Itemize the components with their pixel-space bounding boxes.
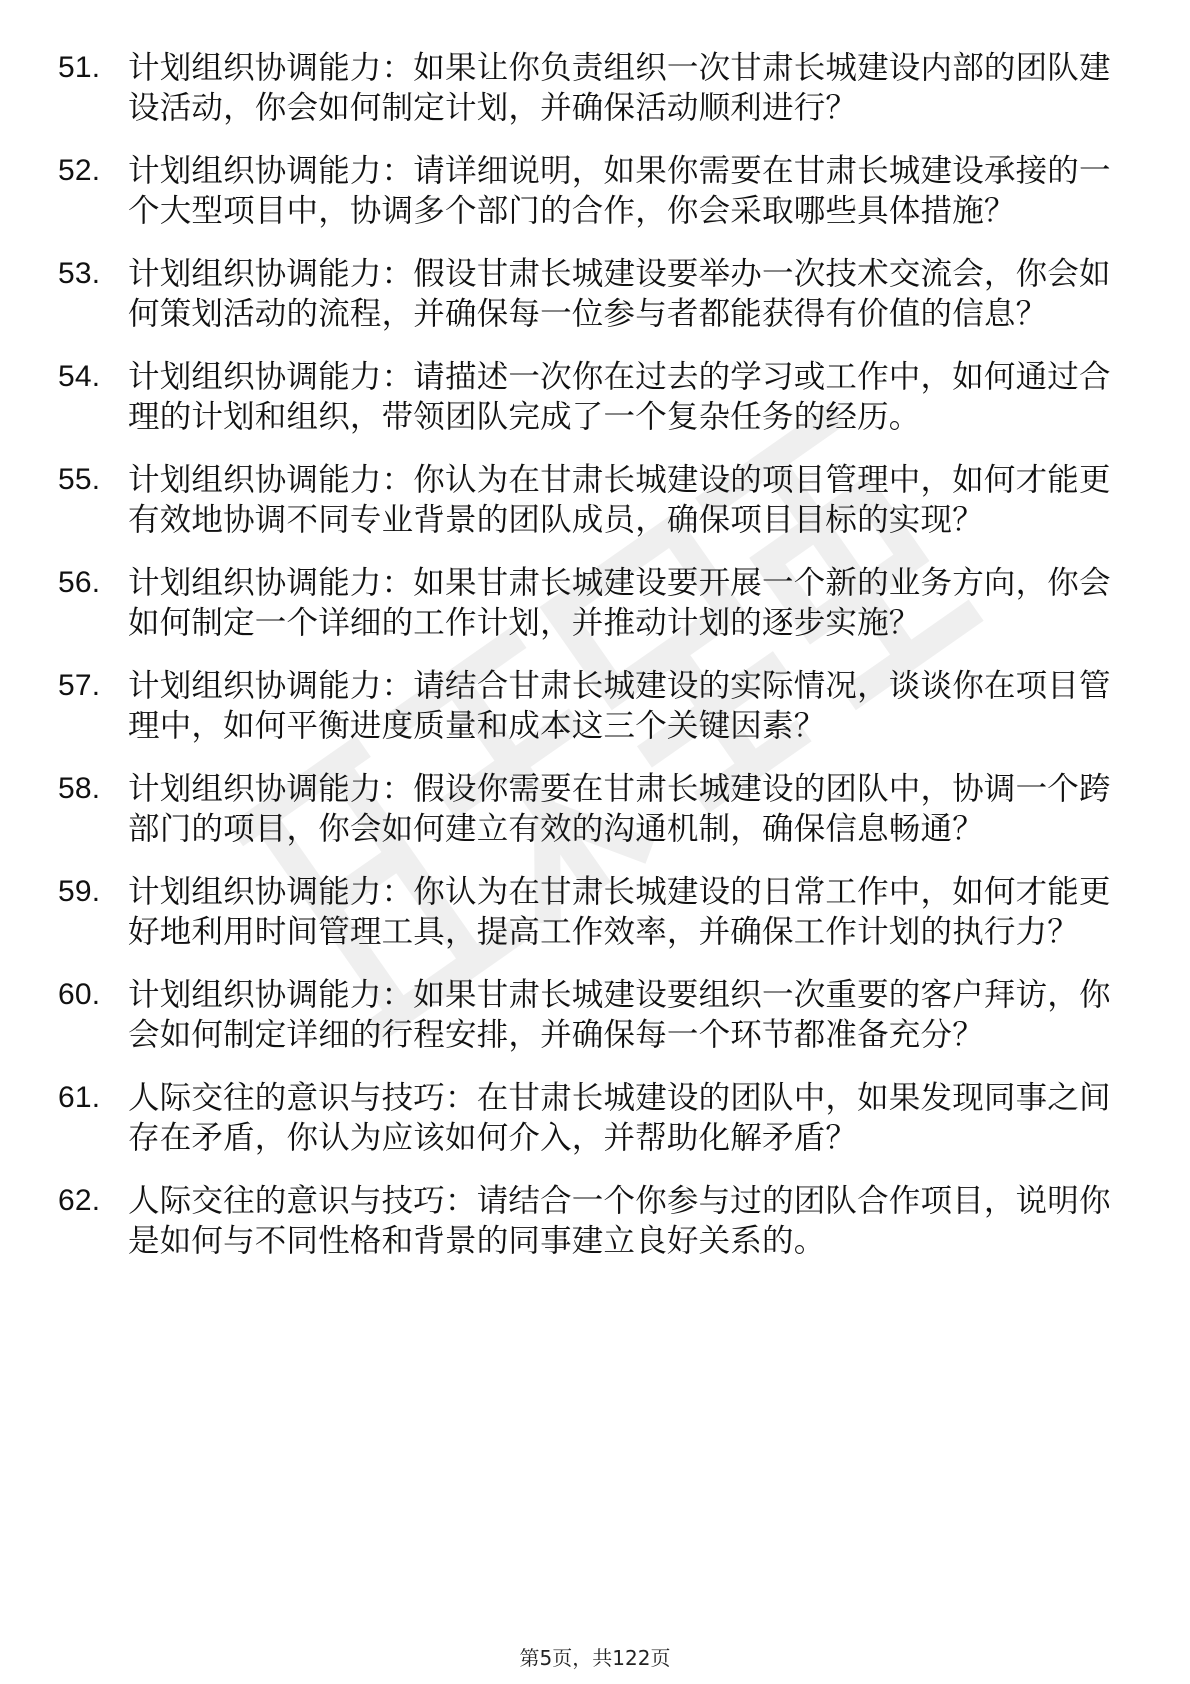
question-number: 54. xyxy=(58,360,101,393)
question-item xyxy=(58,151,1128,231)
question-item xyxy=(58,254,1128,334)
question-list xyxy=(58,48,1128,1284)
question-number: 52. xyxy=(58,154,101,187)
question-item xyxy=(58,975,1128,1055)
question-item xyxy=(58,460,1128,540)
question-text: 计划组织协调能力：请详细说明，如果你需要在甘肃长城建设承接的一个大型项目中，协调多个部门的合作，你会采取哪些具体措施？ xyxy=(128,153,1111,229)
page-footer: 第5页，共122页 xyxy=(519,1646,671,1670)
question-text: 计划组织协调能力：如果甘肃长城建设要开展一个新的业务方向，你会如何制定一个详细的工作计划，并推动计划的逐步实施？ xyxy=(128,565,1111,641)
question-number: 58. xyxy=(58,772,101,805)
question-number: 60. xyxy=(58,978,101,1011)
question-text: 计划组织协调能力：如果让你负责组织一次甘肃长城建设内部的团队建设活动，你会如何制定计划，并确保活动顺利进行？ xyxy=(128,50,1111,126)
question-item xyxy=(58,666,1128,746)
question-item xyxy=(58,872,1128,952)
question-text: 计划组织协调能力：你认为在甘肃长城建设的项目管理中，如何才能更有效地协调不同专业背景的团队成员，确保项目目标的实现？ xyxy=(128,462,1111,538)
question-item xyxy=(58,563,1128,643)
question-number: 51. xyxy=(58,51,101,84)
question-item xyxy=(58,1078,1128,1158)
question-text: 计划组织协调能力：你认为在甘肃长城建设的日常工作中，如何才能更好地利用时间管理工具，提高工作效率，并确保工作计划的执行力？ xyxy=(128,874,1111,950)
question-item xyxy=(58,357,1128,437)
question-text: 计划组织协调能力：如果甘肃长城建设要组织一次重要的客户拜访，你会如何制定详细的行程安排，并确保每一个环节都准备充分？ xyxy=(128,977,1111,1053)
question-item xyxy=(58,1181,1128,1261)
question-number: 56. xyxy=(58,566,101,599)
question-text: 计划组织协调能力：请描述一次你在过去的学习或工作中，如何通过合理的计划和组织，带领团队完成了一个复杂任务的经历。 xyxy=(128,359,1111,435)
question-text: 人际交往的意识与技巧：请结合一个你参与过的团队合作项目，说明你是如何与不同性格和背景的同事建立良好关系的。 xyxy=(128,1183,1111,1259)
question-item xyxy=(58,769,1128,849)
question-text: 计划组织协调能力：假设甘肃长城建设要举办一次技术交流会，你会如何策划活动的流程，并确保每一位参与者都能获得有价值的信息？ xyxy=(128,256,1111,332)
question-text: 计划组织协调能力：请结合甘肃长城建设的实际情况，谈谈你在项目管理中，如何平衡进度质量和成本这三个关键因素？ xyxy=(128,668,1111,744)
question-number: 55. xyxy=(58,463,101,496)
question-number: 61. xyxy=(58,1081,101,1114)
question-number: 62. xyxy=(58,1184,101,1217)
question-number: 59. xyxy=(58,875,101,908)
question-number: 53. xyxy=(58,257,101,290)
question-text: 人际交往的意识与技巧：在甘肃长城建设的团队中，如果发现同事之间存在矛盾，你认为应该如何介入，并帮助化解矛盾？ xyxy=(128,1080,1111,1156)
question-item xyxy=(58,48,1128,128)
question-number: 57. xyxy=(58,669,101,702)
question-text: 计划组织协调能力：假设你需要在甘肃长城建设的团队中，协调一个跨部门的项目，你会如何建立有效的沟通机制，确保信息畅通？ xyxy=(128,771,1111,847)
